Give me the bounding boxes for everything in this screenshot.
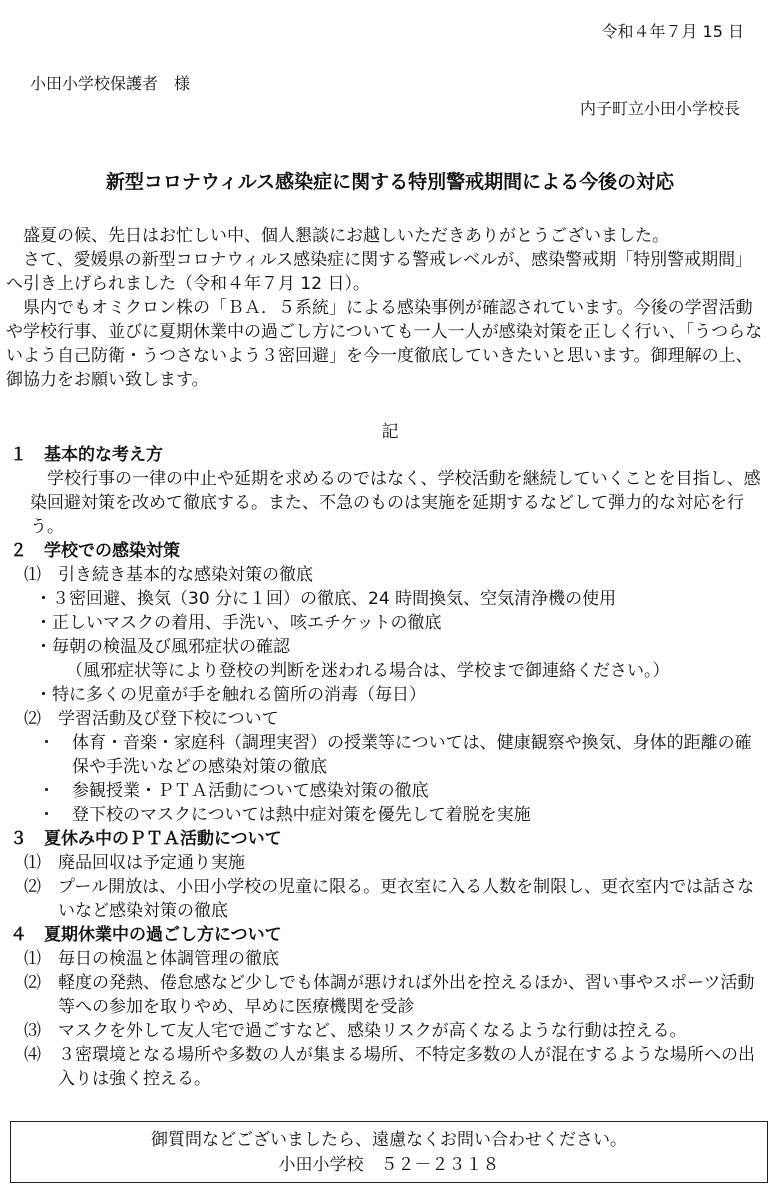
section-title: 学校での感染対策 xyxy=(44,541,180,561)
bullet-item: ・正しいマスクの着用、手洗い、咳エチケットの徹底 xyxy=(35,613,442,633)
document-body xyxy=(6,443,768,1091)
section-number: ２ xyxy=(10,541,27,561)
item-text: 毎日の検温と体調管理の徹底 xyxy=(58,949,279,969)
item-number: ⑵ xyxy=(24,877,41,897)
contact-message: 御質問などございましたら、遠慮なくお問い合わせください。 xyxy=(151,1130,627,1150)
list-item xyxy=(6,947,768,971)
intro-paragraph: 県内でもオミクロン株の「ＢＡ．５系統」による感染事例が確認されています。今後の学習活動や学校行事、並びに夏期休業中の過ごし方についても一人一人が感染対策を正しく行い、「うつらないよう自己防衛・うつさないよう３密回避」を今一度徹底していきたいと思います。御理解の上、御協力をお願い致します。 xyxy=(6,298,763,390)
section-text: 学校行事の一律の中止や延期を求めるのではなく、学校活動を継続していくことを目指し、感染回避対策を改めて徹底する。また、不急のものは実施を延期するなどして弾力的な対応を行う。 xyxy=(30,469,761,537)
item-number: ⑵ xyxy=(24,709,41,729)
page-title: 新型コロナウィルス感染症に関する特別警戒期間による今後の対応 xyxy=(105,171,675,193)
contact-box xyxy=(10,1121,768,1183)
section-heading xyxy=(6,539,768,563)
section-number: ３ xyxy=(10,829,27,849)
item-text: 廃品回収は予定通り実施 xyxy=(58,853,245,873)
bullet-note: （風邪症状等により登校の判断を迷われる場合は、学校まで御連絡ください。） xyxy=(66,661,670,681)
list-item xyxy=(6,875,768,923)
section-heading xyxy=(6,923,768,947)
item-number: ⑴ xyxy=(24,853,41,873)
item-text: ３密環境となる場所や多数の人が集まる場所、不特定多数の人が混在するような場所への出入りは強く控える。 xyxy=(58,1045,755,1089)
section-heading xyxy=(6,443,768,467)
item-text: マスクを外して友人宅で過ごすなど、感染リスクが高くなるような行動は控える。 xyxy=(58,1021,687,1041)
addressee: 小田小学校保護者 様 xyxy=(30,74,191,93)
section-title: 夏期休業中の過ごし方について xyxy=(44,925,282,945)
list-item xyxy=(6,971,768,1019)
bullet-item: ・ 登下校のマスクについては熱中症対策を優先して着脱を実施 xyxy=(38,805,531,825)
section-heading xyxy=(6,827,768,851)
item-number: ⑵ xyxy=(24,973,41,993)
item-text: 軽度の発熱、倦怠感など少しでも体調が悪ければ外出を控えるほか、習い事やスポーツ活動等への参加を取りやめ、早めに医療機関を受診 xyxy=(58,973,755,1017)
item-text: 学習活動及び登下校について xyxy=(58,709,279,729)
item-number: ⑴ xyxy=(24,565,41,585)
bullet-item: ・特に多くの児童が手を触れる箇所の消毒（毎日） xyxy=(35,685,426,705)
item-text: 引き続き基本的な感染対策の徹底 xyxy=(58,565,313,585)
list-item xyxy=(6,851,768,875)
intro-paragraph: さて、愛媛県の新型コロナウィルス感染症に関する警戒レベルが、感染警戒期「特別警戒期間」へ引き上げられました（令和４年７月 12 日）。 xyxy=(6,250,753,294)
item-text: プール開放は、小田小学校の児童に限る。更衣室に入る人数を制限し、更衣室内では話さないなど感染対策の徹底 xyxy=(58,877,755,921)
contact-phone: 小田小学校 ５２－２３１８ xyxy=(278,1155,500,1175)
section-title: 夏休み中のＰＴＡ活動について xyxy=(44,829,282,849)
section-number: ４ xyxy=(10,925,27,945)
bullet-item: ・毎朝の検温及び風邪症状の確認 xyxy=(35,637,290,657)
list-item xyxy=(6,563,768,587)
bullet-item: ・３密回避、換気（30 分に１回）の徹底、24 時間換気、空気清浄機の使用 xyxy=(35,589,617,609)
bullet-item: ・ 参観授業・ＰＴＡ活動について感染対策の徹底 xyxy=(38,781,429,801)
item-number: ⑷ xyxy=(24,1045,41,1065)
intro-paragraph: 盛夏の候、先日はお忙しい中、個人懇談にお越しいただきありがとうございました。 xyxy=(23,226,669,246)
bullet-item: ・ 体育・音楽・家庭科（調理実習）の授業等については、健康観察や換気、身体的距離の確保や手洗いなどの感染対策の徹底 xyxy=(38,733,752,777)
sender: 内子町立小田小学校長 xyxy=(579,99,740,118)
date: 令和４年７月 15 日 xyxy=(601,22,744,41)
list-item xyxy=(6,1019,768,1043)
item-number: ⑴ xyxy=(24,949,41,969)
intro xyxy=(6,224,768,392)
list-item xyxy=(6,707,768,731)
ki-heading: 記 xyxy=(381,422,399,442)
item-number: ⑶ xyxy=(24,1021,41,1041)
section-title: 基本的な考え方 xyxy=(44,445,163,465)
section-number: １ xyxy=(10,445,27,465)
list-item xyxy=(6,1043,768,1091)
